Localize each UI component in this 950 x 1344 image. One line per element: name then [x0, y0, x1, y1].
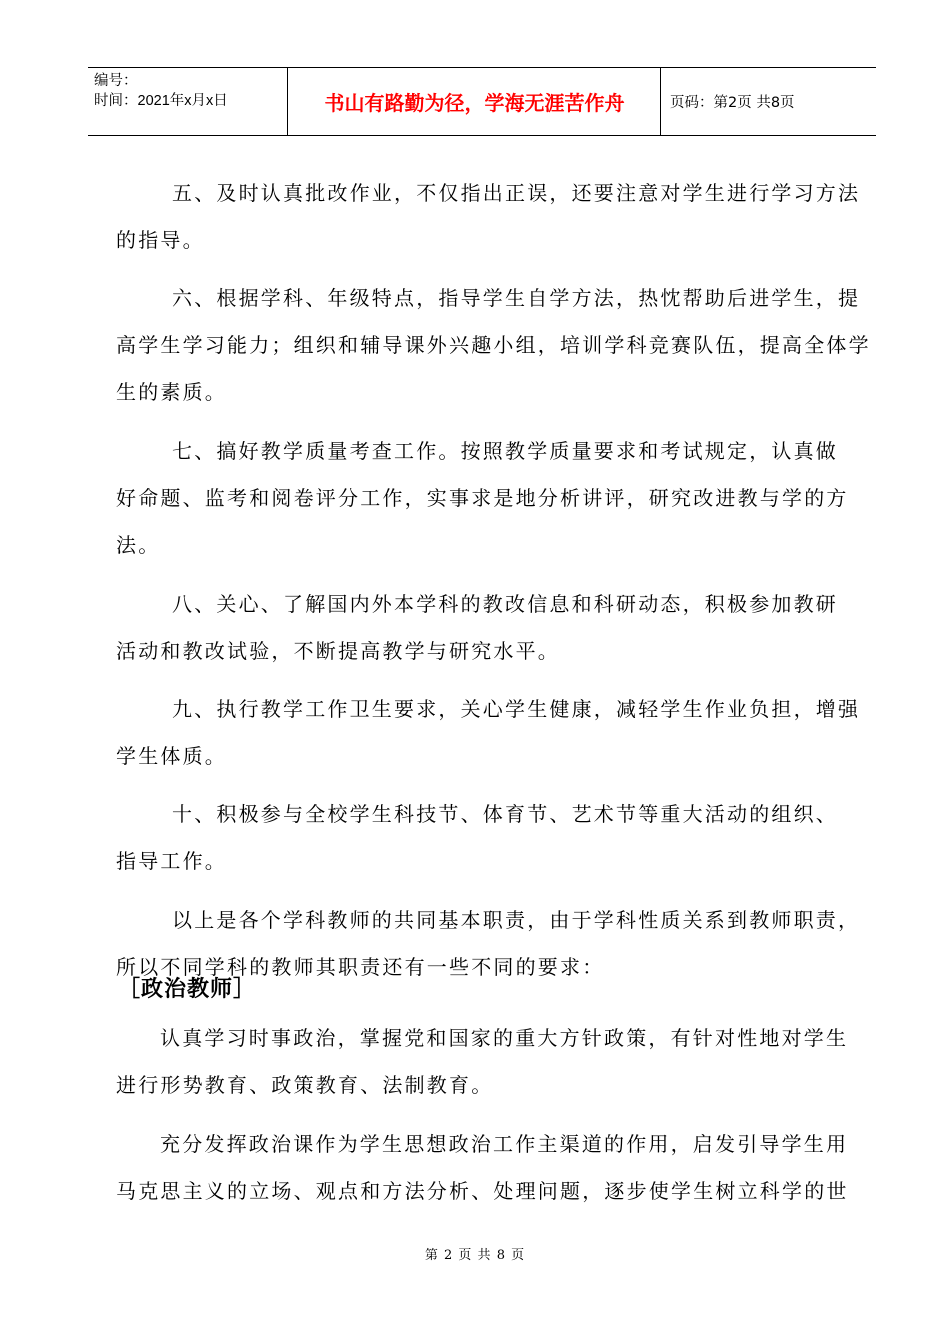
paragraph-line: 五、及时认真批改作业，不仅指出正误，还要注意对学生进行学习方法 — [172, 181, 861, 205]
paragraph-line: 十、积极参与全校学生科技节、体育节、艺术节等重大活动的组织、 — [172, 802, 838, 826]
paragraph-line: 充分发挥政治课作为学生思想政治工作主渠道的作用，启发引导学生用 — [160, 1132, 849, 1156]
page-header — [88, 67, 876, 136]
paragraph-line: 学生体质。 — [116, 744, 227, 768]
paragraph-line: 七、搞好教学质量考查工作。按照教学质量要求和考试规定，认真做 — [172, 439, 838, 463]
paragraph-line: 所以不同学科的教师其职责还有一些不同的要求： — [116, 955, 605, 979]
header-meta — [88, 68, 288, 135]
paragraph-line: 马克思主义的立场、观点和方法分析、处理问题，逐步使学生树立科学的世 — [116, 1179, 849, 1203]
header-page-info: 页码：第2页 共8页 — [670, 95, 795, 111]
paragraph-line: 以上是各个学科教师的共同基本职责，由于学科性质关系到教师职责， — [172, 908, 861, 932]
paragraph-line: 高学生学习能力；组织和辅导课外兴趣小组，培训学科竞赛队伍，提高全体学 — [116, 333, 871, 357]
paragraph-line: 法。 — [116, 533, 161, 557]
paragraph-line: 活动和教改试验，不断提高教学与研究水平。 — [116, 639, 560, 663]
header-divider — [660, 68, 661, 135]
paragraph-line: 指导工作。 — [116, 849, 227, 873]
paragraph-line: 八、关心、了解国内外本学科的教改信息和科研动态，积极参加教研 — [172, 592, 838, 616]
paragraph-line: 六、根据学科、年级特点，指导学生自学方法，热忱帮助后进学生，提 — [172, 286, 861, 310]
paragraph-line: 好命题、监考和阅卷评分工作，实事求是地分析讲评，研究改进教与学的方 — [116, 486, 849, 510]
doc-number-label: 编号： — [94, 73, 138, 89]
section-heading: ［政治教师］ — [118, 976, 257, 1002]
page-footer: 第 2 页 共 8 页 — [424, 1248, 526, 1263]
paragraph-line: 的指导。 — [116, 228, 205, 252]
header-motto: 书山有路勤为径，学海无涯苦作舟 — [324, 91, 625, 115]
paragraph-line: 生的素质。 — [116, 380, 227, 404]
paragraph-line: 认真学习时事政治，掌握党和国家的重大方针政策，有针对性地对学生 — [160, 1026, 849, 1050]
paragraph-line: 九、执行教学工作卫生要求，关心学生健康，减轻学生作业负担，增强 — [172, 697, 861, 721]
date-label: 时间：2021年x月x日 — [94, 93, 228, 109]
paragraph-line: 进行形势教育、政策教育、法制教育。 — [116, 1073, 494, 1097]
